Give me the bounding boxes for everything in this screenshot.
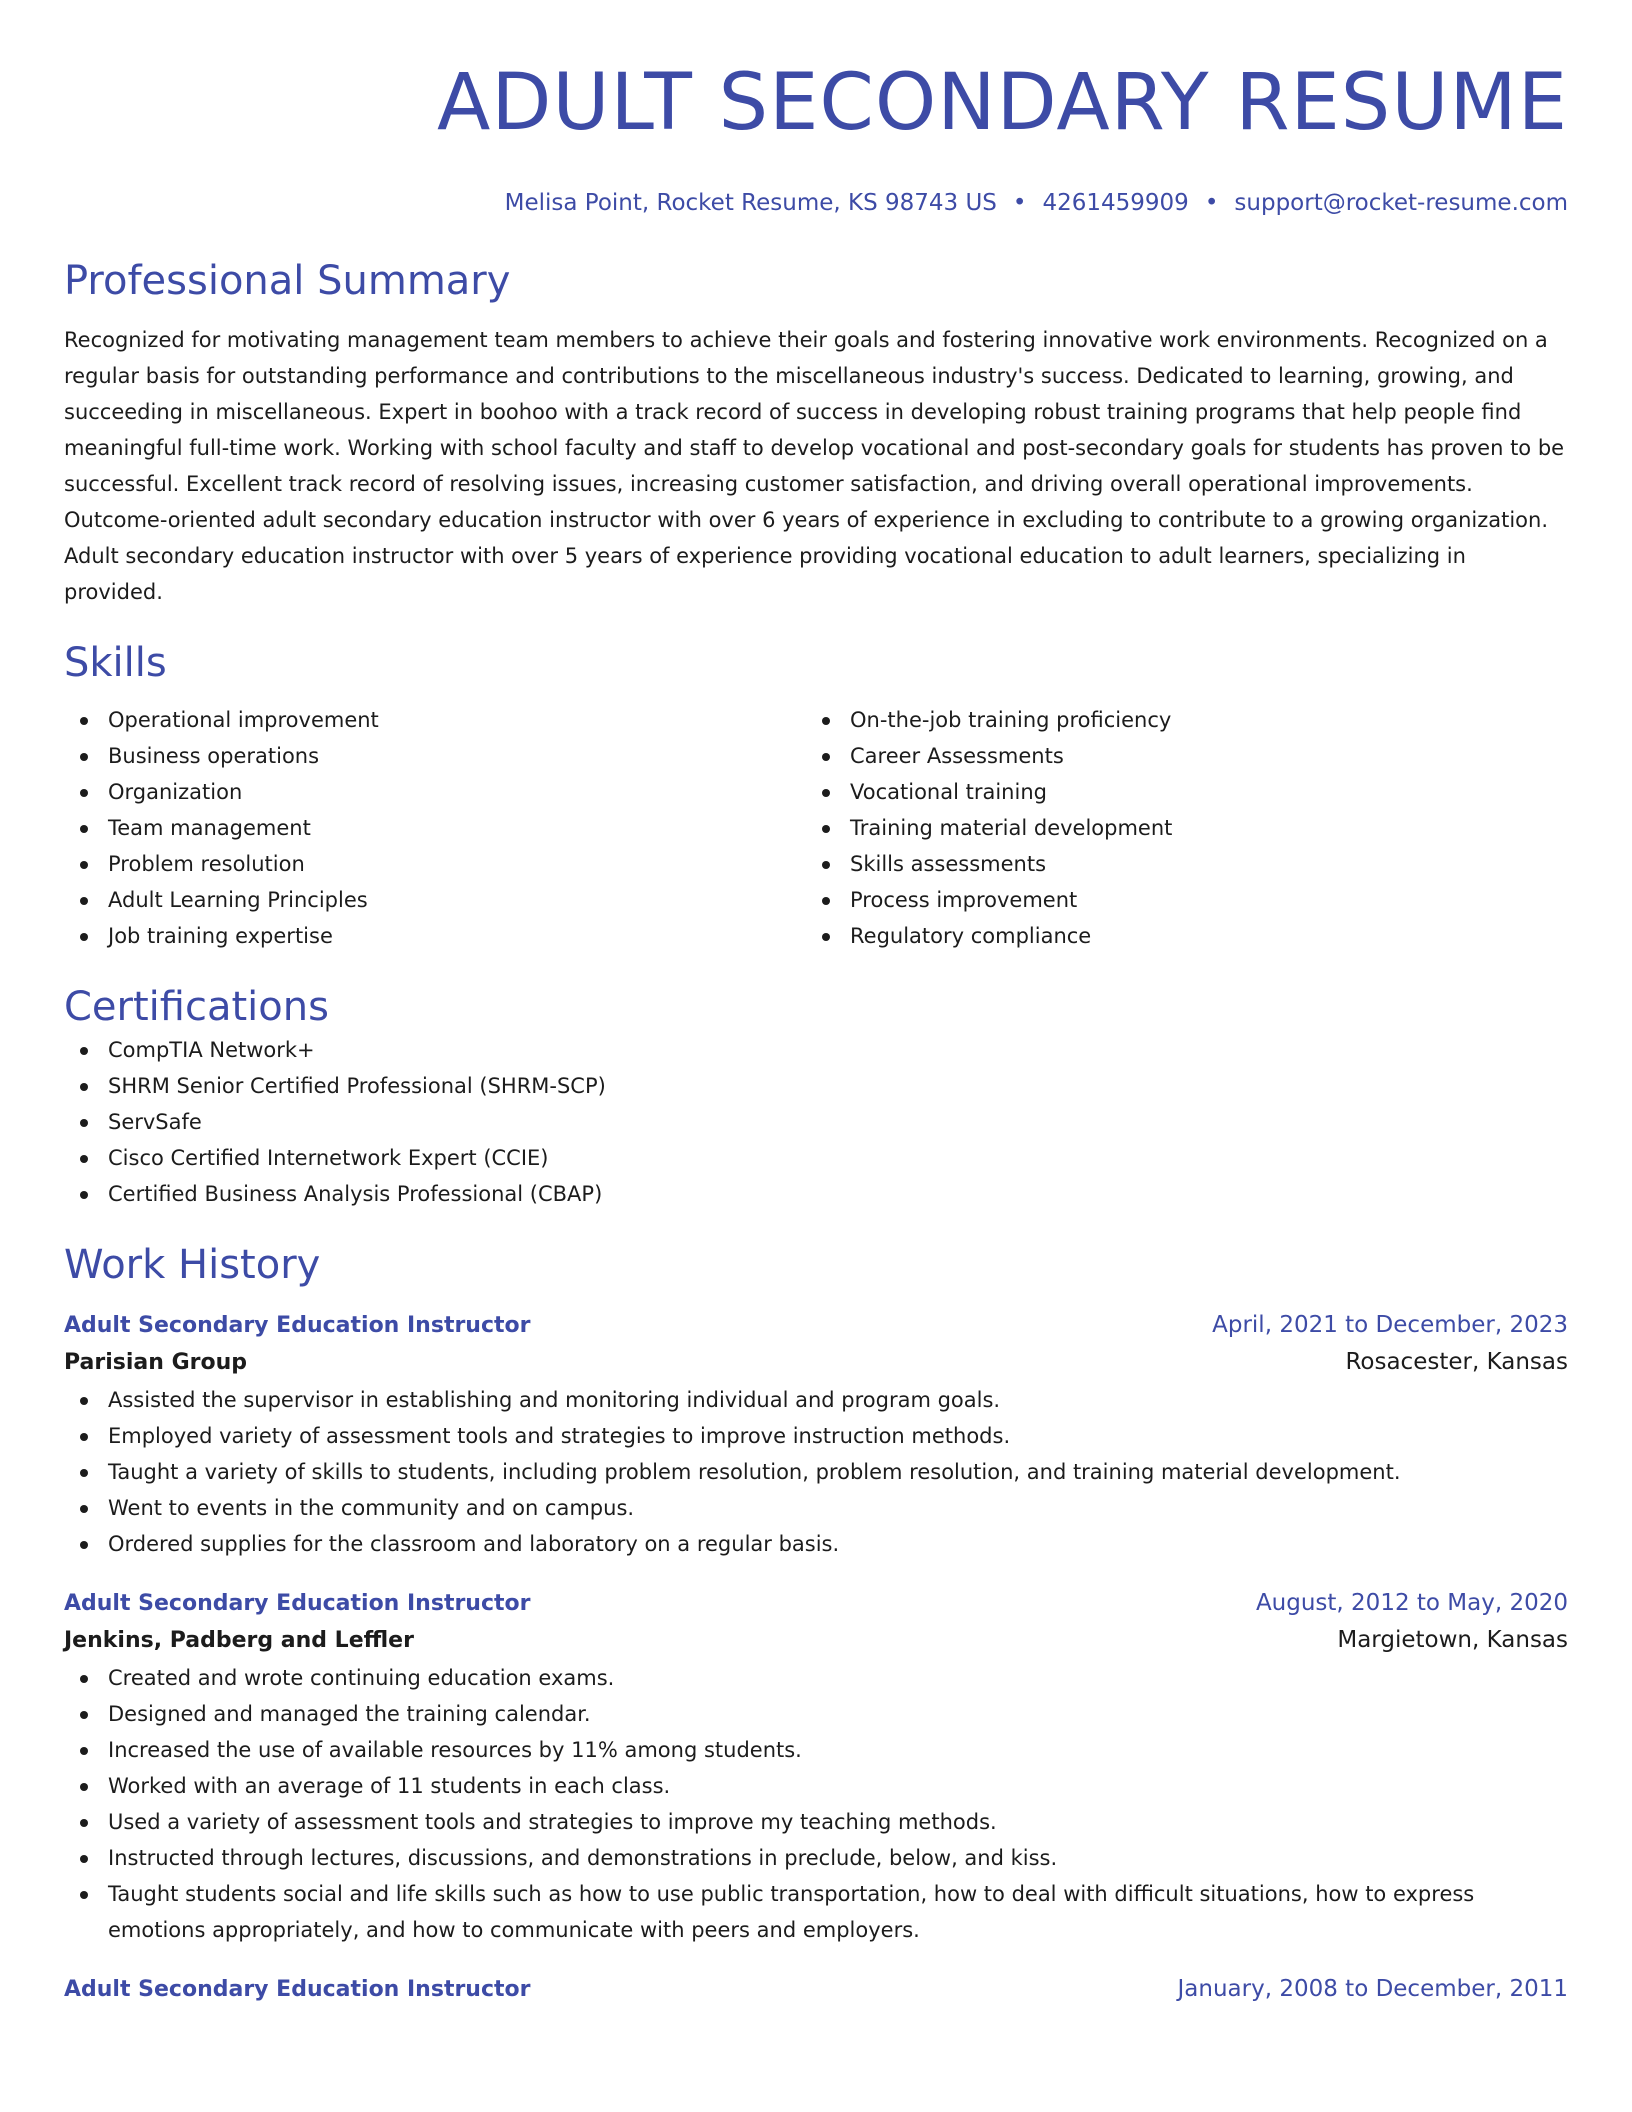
job-duties-list [64,1382,1568,1562]
job-duty: Created and wrote continuing education exams. [64,1660,1568,1696]
skills-list-right [806,702,1548,954]
job-duty: Worked with an average of 11 students in each class. [64,1768,1568,1804]
job-duty: Taught a variety of skills to students, including problem resolution, problem resolution, and training material development. [64,1454,1568,1490]
job-duty: Used a variety of assessment tools and strategies to improve my teaching methods. [64,1804,1568,1840]
job-duty: Assisted the supervisor in establishing and monitoring individual and program goals. [64,1382,1568,1418]
job-title-row [64,1586,1568,1621]
contact-separator: • [1012,190,1027,216]
job-dates: April, 2021 to December, 2023 [1212,1312,1568,1338]
skill-item: Process improvement [806,882,1548,918]
certification-item: ServSafe [64,1104,1568,1140]
skill-item: Operational improvement [64,702,806,738]
certifications-list [64,1032,1568,1212]
job-company: Parisian Group [64,1350,248,1375]
work-history-heading: Work History [64,1242,321,1288]
job-dates: August, 2012 to May, 2020 [1255,1590,1568,1616]
skill-item: Career Assessments [806,738,1548,774]
contact-phone: 4261459909 [1042,190,1189,216]
job-duty: Employed variety of assessment tools and strategies to improve instruction methods. [64,1418,1568,1454]
certification-item: Certified Business Analysis Professional (CBAP) [64,1176,1568,1212]
job-title: Adult Secondary Education Instructor [64,1591,531,1616]
summary-heading: Professional Summary [64,258,511,304]
job-company-row [64,1343,1568,1382]
skill-item: Business operations [64,738,806,774]
job-duty: Instructed through lectures, discussions, and demonstrations in preclude, below, and kiss. [64,1840,1568,1876]
skill-item: Regulatory compliance [806,918,1548,954]
resume-title: ADULT SECONDARY RESUME [436,58,1568,148]
job-duty: Ordered supplies for the classroom and laboratory on a regular basis. [64,1526,1568,1562]
skill-item: Training material development [806,810,1548,846]
skill-item: Team management [64,810,806,846]
skill-item: Adult Learning Principles [64,882,806,918]
job-duty: Went to events in the community and on campus. [64,1490,1568,1526]
resume-page [64,0,1568,2007]
skill-item: Job training expertise [64,918,806,954]
summary-text: Recognized for motivating management team members to achieve their goals and fostering innovative work environments. Recognized on a regular basis for outstanding performance and contributions to the miscellaneous industry's success. Dedicated to learning, growing, and succeeding in miscellaneous. Expert in boohoo with a track record of success in developing robust training programs that help people find meaningful full-time work. Working with school faculty and staff to develop vocational and post-secondary goals for students has proven to be successful. Excellent track record of resolving issues, increasing customer satisfaction, and driving overall operational improvements. Outcome-oriented adult secondary education instructor with over 6 years of experience in excluding to contribute to a growing organization. Adult secondary education instructor with over 5 years of experience providing vocational education to adult learners, specializing in provided. [64,328,1565,604]
skills-column-left [64,702,806,954]
job-entry [64,1586,1568,1948]
job-entry [64,1308,1568,1562]
contact-email: support@rocket-resume.com [1234,190,1568,216]
job-duty: Increased the use of available resources by 11% among students. [64,1732,1568,1768]
job-company-row [64,1621,1568,1660]
skill-item: Vocational training [806,774,1548,810]
job-company: Jenkins, Padberg and Leffler [64,1628,414,1653]
certification-item: CompTIA Network+ [64,1032,1568,1068]
job-title-row [64,1972,1568,2007]
skills-list-left [64,702,806,954]
skills-column-right [806,702,1548,954]
job-title: Adult Secondary Education Instructor [64,1977,531,2002]
certifications-heading: Certifications [64,984,329,1030]
job-location: Margietown, Kansas [1337,1627,1568,1653]
skill-item: On-the-job training proficiency [806,702,1548,738]
job-title-row [64,1308,1568,1343]
job-duty: Taught students social and life skills such as how to use public transportation, how to deal with difficult situations, how to express emotions appropriately, and how to communicate with peers and employers. [64,1876,1568,1948]
job-location: Rosacester, Kansas [1345,1349,1568,1375]
skills-grid [64,702,1568,954]
certification-item: Cisco Certified Internetwork Expert (CCIE) [64,1140,1568,1176]
skill-item: Problem resolution [64,846,806,882]
skill-item: Skills assessments [806,846,1548,882]
skill-item: Organization [64,774,806,810]
contact-address: Melisa Point, Rocket Resume, KS 98743 US [504,190,997,216]
contact-separator: • [1204,190,1219,216]
certification-item: SHRM Senior Certified Professional (SHRM-SCP) [64,1068,1568,1104]
skills-heading: Skills [64,640,167,686]
job-entry [64,1972,1568,2007]
job-duties-list [64,1660,1568,1948]
contact-line [64,188,1568,218]
job-title: Adult Secondary Education Instructor [64,1313,531,1338]
job-duty: Designed and managed the training calendar. [64,1696,1568,1732]
job-dates: January, 2008 to December, 2011 [1177,1976,1568,2002]
